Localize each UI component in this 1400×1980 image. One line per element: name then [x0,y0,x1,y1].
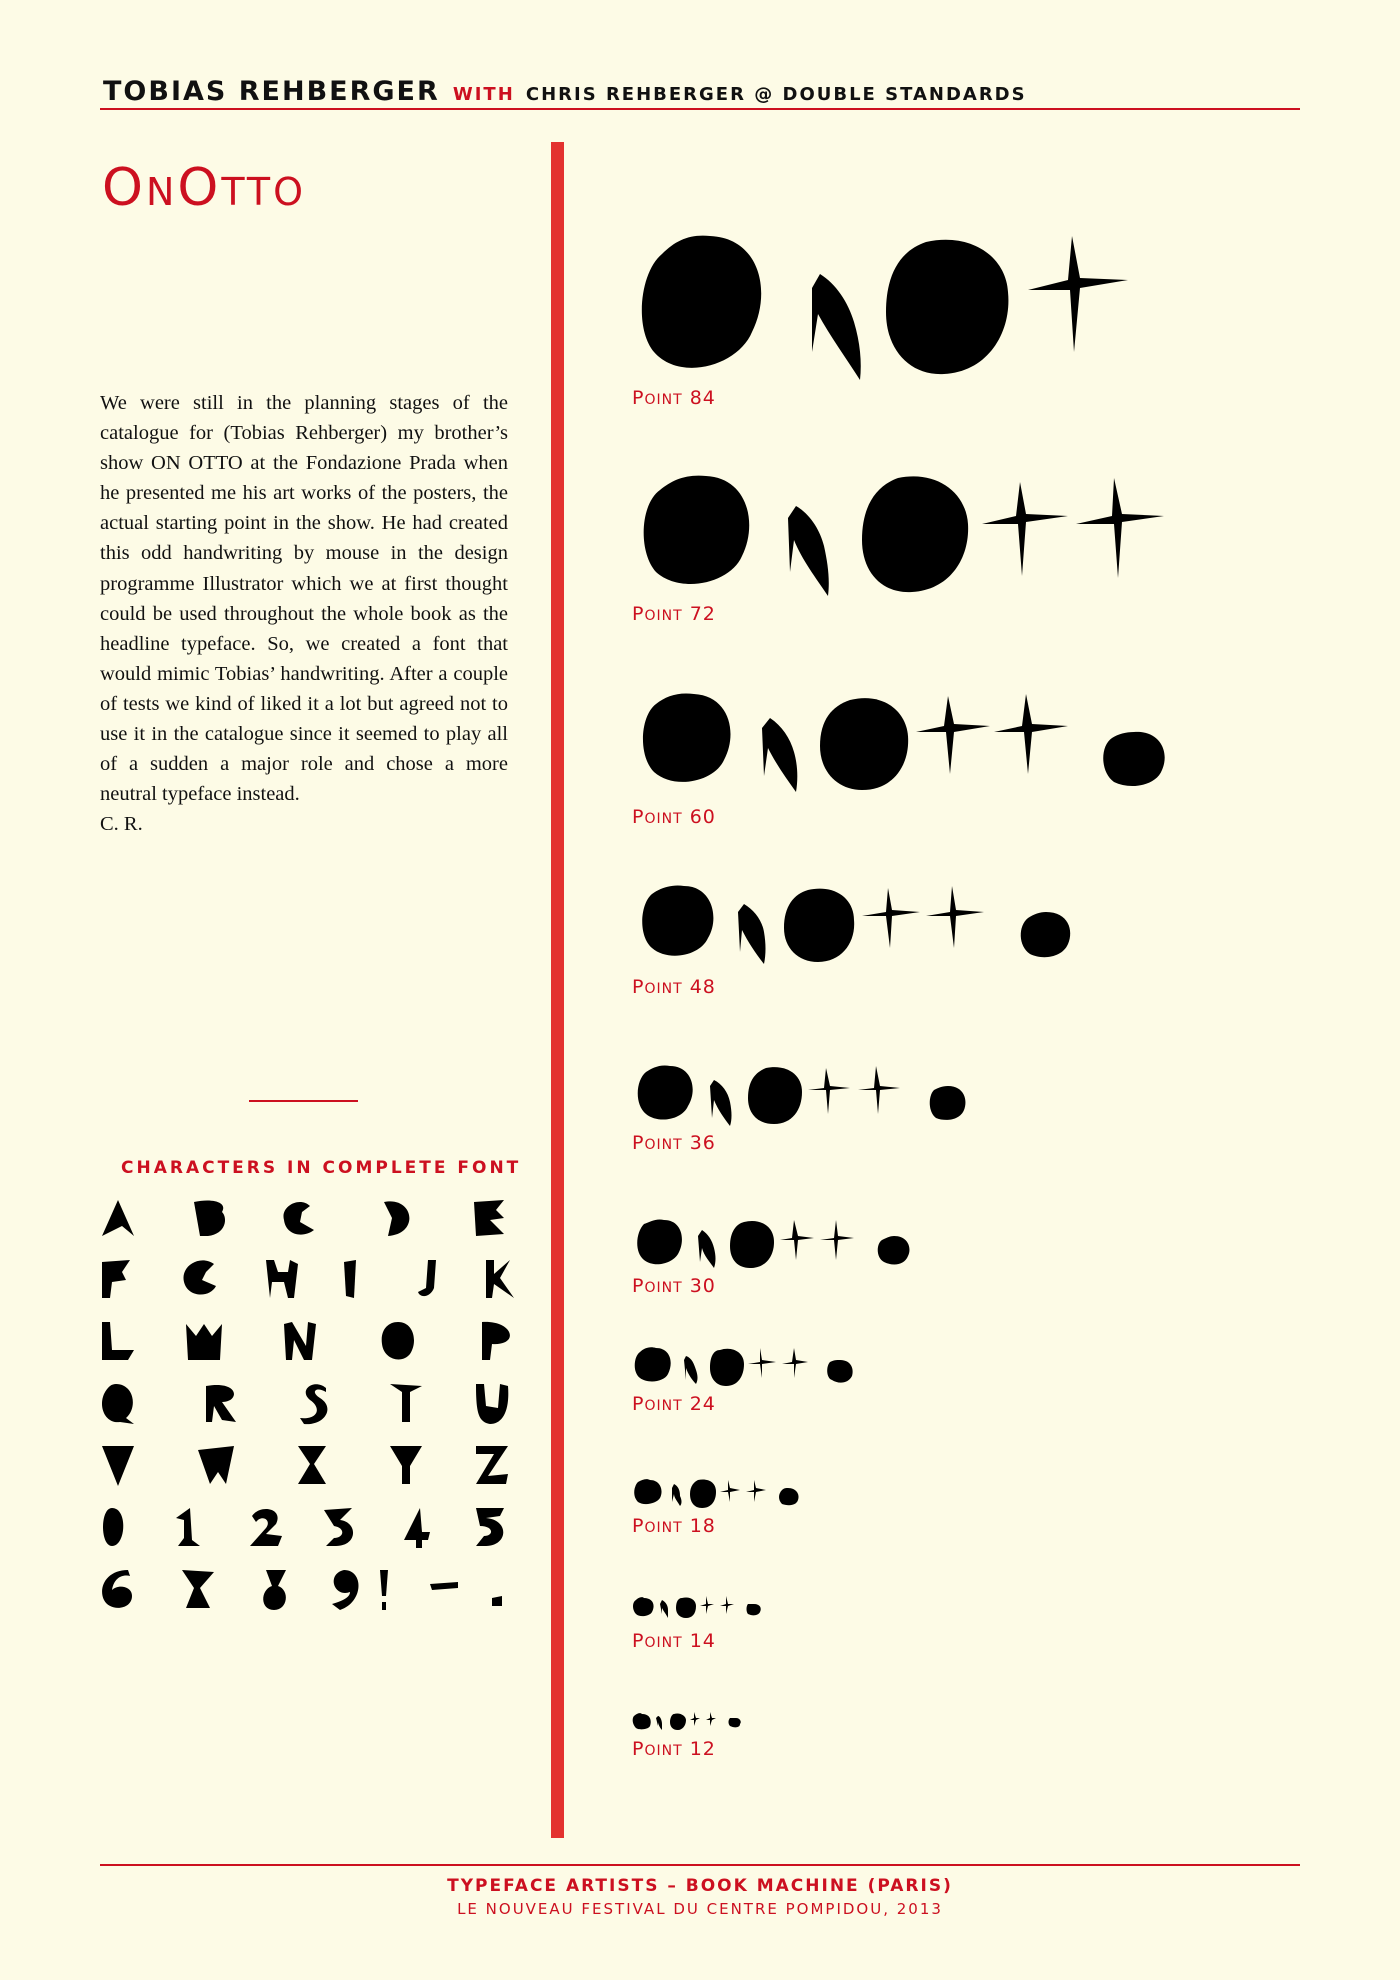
glyph-9 [332,1570,359,1610]
glyph-J [418,1260,436,1296]
artist-name: TOBIAS REHBERGER [103,76,440,107]
glyph-4 [404,1508,430,1548]
header [103,76,1027,107]
glyph-G [183,1260,216,1294]
sample-O-glyph [886,240,1008,374]
glyph-M [186,1324,222,1360]
glyph-P [482,1322,510,1360]
title-letter: N [145,170,178,214]
top-rule [100,108,1300,110]
glyph-D [384,1201,409,1236]
sample-O-glyph [642,236,761,368]
point-label: POINT 72 [632,603,716,625]
point-label: POINT 60 [632,806,716,828]
glyph-Q [102,1384,134,1424]
body-paragraph: We were still in the planning stages of the catalogue for (Tobias Rehberger) my brother’s show ON OTTO at the Fondazione Prada when he presented me his art works of the posters, the actual starting point in the show. He had created this odd handwriting by mouse in the design programme Illustrator which we at first thought could be used throughout the whole book as the headline typeface. So, we created a font that would mimic Tobias’ handwriting. After a couple of tests we kind of liked it a lot but agreed not to use it in the catalogue since it seemed to play all of a sudden a major role and chose a more neutral typeface instead. [100,392,508,806]
onotto-sample-24 [634,1344,874,1400]
glyph-exclamation [380,1570,388,1610]
point-label: POINT 36 [632,1132,716,1154]
characters-heading: CHARACTERS IN COMPLETE FONT [121,1158,522,1178]
glyph-H [266,1260,298,1298]
glyph-Y [390,1446,422,1484]
title-letter: TTO [221,170,306,214]
footer-title: TYPEFACE ARTISTS – BOOK MACHINE (PARIS) [447,1876,953,1896]
sample-t-glyph [1028,236,1128,352]
title-letter: O [177,158,222,218]
point-label: POINT 12 [632,1738,716,1760]
glyph-W [198,1446,234,1484]
glyph-N [284,1322,316,1360]
onotto-sample-36 [636,1062,986,1142]
footer-subtitle: LE NOUVEAU FESTIVAL DU CENTRE POMPIDOU, 2013 [457,1900,943,1918]
point-label: POINT 24 [632,1393,716,1415]
glyph-0 [103,1508,123,1546]
glyph-6 [102,1570,132,1608]
glyph-8 [263,1570,286,1610]
onotto-sample-84 [640,232,1190,392]
glyph-I [344,1260,356,1298]
glyph-R [206,1385,236,1422]
onotto-sample-18 [634,1476,814,1518]
title-letter: O [102,158,146,218]
glyph-O [382,1322,414,1359]
point-label: POINT 48 [632,976,716,998]
glyph-X [298,1446,326,1484]
glyph-2 [250,1509,282,1546]
glyph-Z [476,1446,508,1484]
glyph-B [194,1200,225,1236]
glyph-V [102,1446,134,1486]
onotto-sample-60 [640,690,1220,810]
body-text [100,388,508,839]
onotto-sample-48 [640,882,1100,982]
signature: C. R. [100,813,143,836]
glyph-K [486,1260,514,1298]
sample-n-glyph [812,274,861,380]
point-label: POINT 18 [632,1515,716,1537]
glyph-3 [324,1508,353,1546]
glyph-S [300,1384,327,1424]
point-label: POINT 30 [632,1275,716,1297]
glyph-dash [430,1582,458,1590]
point-label: POINT 14 [632,1630,716,1652]
glyph-5 [476,1508,504,1546]
glyph-period [492,1596,502,1606]
onotto-sample-72 [640,472,1240,612]
glyph-E [474,1200,504,1236]
point-label: POINT 84 [632,387,716,409]
onotto-sample-14 [632,1594,772,1626]
glyph-U [476,1384,508,1424]
page-title [102,158,306,218]
glyph-F [102,1260,130,1298]
with-label: WITH [452,84,515,105]
short-rule [249,1100,358,1102]
glyph-L [102,1322,134,1360]
vertical-divider [551,142,564,1838]
glyph-1 [176,1508,200,1546]
collaborator-name: CHRIS REHBERGER @ DOUBLE STANDARDS [525,84,1027,105]
character-set [100,1198,520,1658]
glyph-C [283,1202,314,1235]
glyph-A [102,1200,134,1236]
onotto-sample-12 [632,1710,752,1738]
glyph-7 [182,1570,214,1608]
glyph-T [390,1384,422,1422]
bottom-rule [100,1864,1300,1866]
